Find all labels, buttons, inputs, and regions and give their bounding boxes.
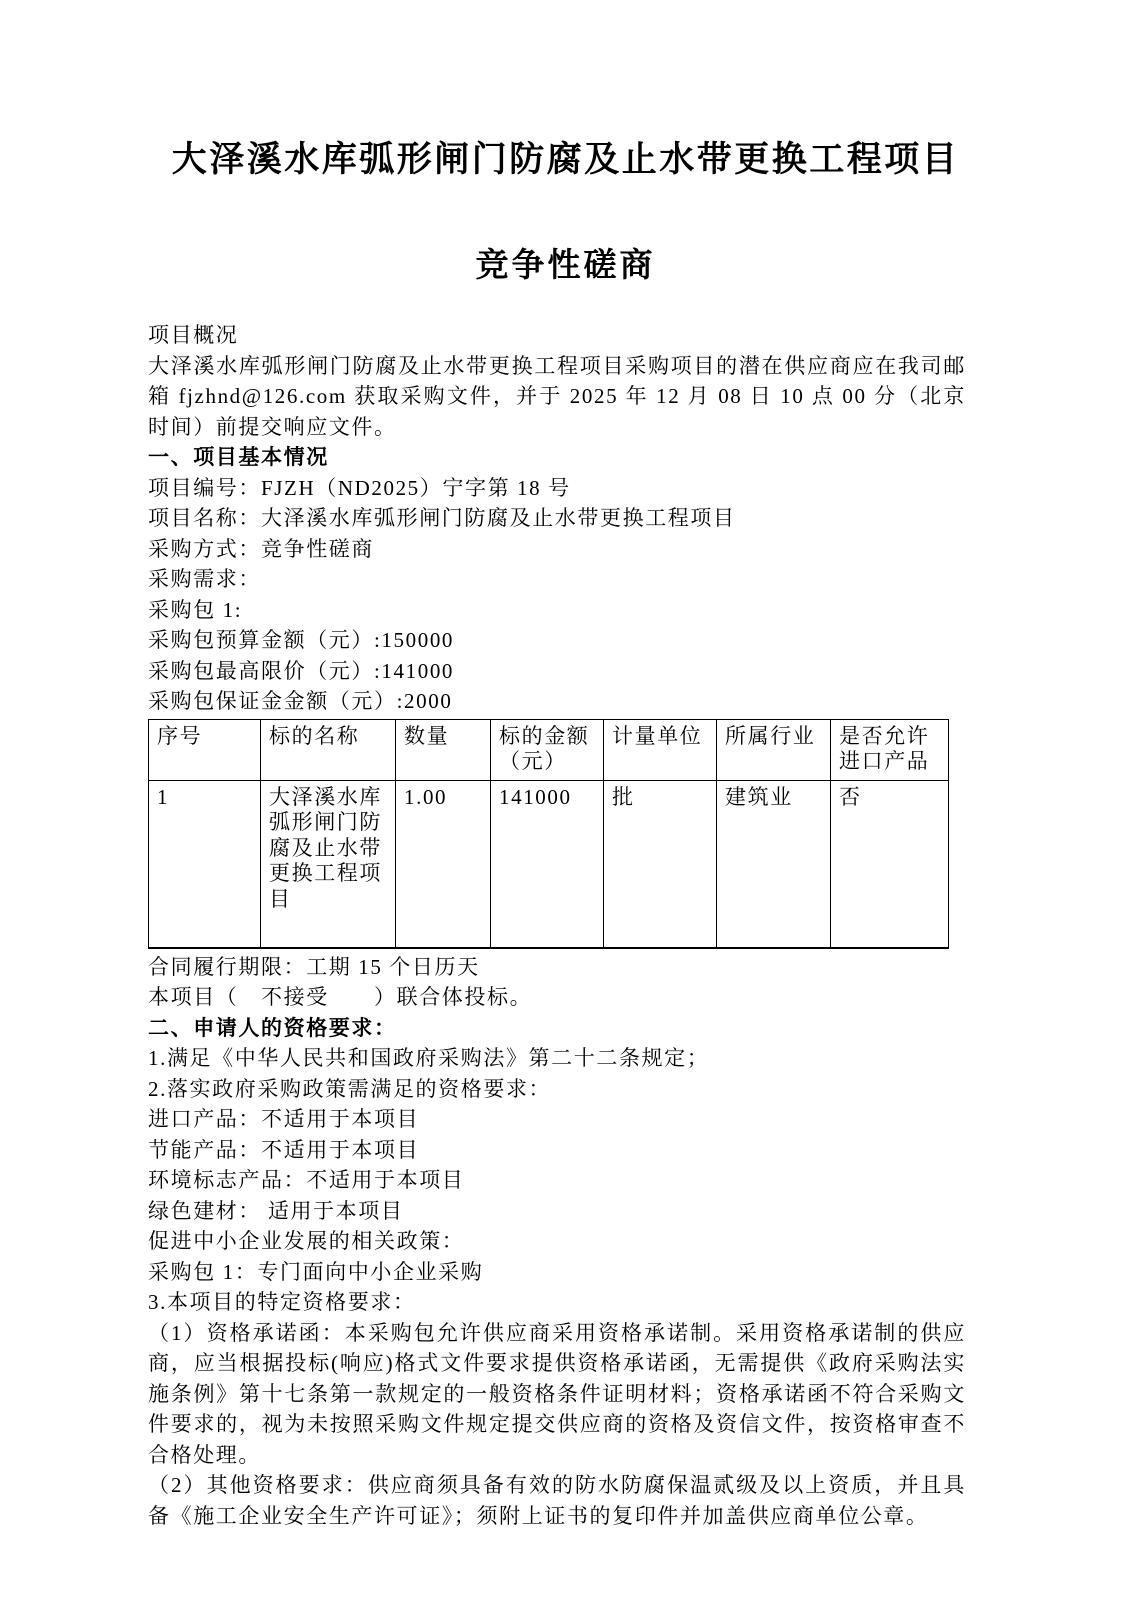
cell-import-allowed: 否 xyxy=(831,780,949,948)
cell-industry: 建筑业 xyxy=(717,780,831,948)
table-row xyxy=(149,780,949,948)
consortium-bid-line: 本项目（ 不接受 ）联合体投标。 xyxy=(148,985,533,1009)
section1-heading: 一、项目基本情况 xyxy=(148,445,329,469)
cell-amount: 141000 xyxy=(491,780,604,948)
cell-quantity: 1.00 xyxy=(396,780,491,948)
package-line: 采购包 1: xyxy=(148,597,243,622)
specific-requirement-heading: 3.本项目的特定资格要求： xyxy=(148,1290,416,1314)
document-title: 大泽溪水库弧形闸门防腐及止水带更换工程项目 xyxy=(171,140,960,179)
project-number-line: 项目编号：FJZH（ND2025）宁字第 18 号 xyxy=(148,475,571,500)
header-amount: 标的金额（元） xyxy=(491,719,604,780)
document-subtitle: 竞争性磋商 xyxy=(475,248,656,284)
table-header-row xyxy=(149,719,949,780)
energy-saving-line: 节能产品：不适用于本项目 xyxy=(148,1137,420,1162)
contract-period-line: 合同履行期限：工期 15 个日历天 xyxy=(148,954,480,979)
section2-heading: 二、申请人的资格要求： xyxy=(148,1015,397,1040)
requirement-law-line: 1.满足《中华人民共和国政府采购法》第二十二条规定； xyxy=(148,1046,710,1070)
header-unit: 计量单位 xyxy=(604,719,717,780)
qualification-clause-2: （2）其他资格要求：供应商须具备有效的防水防腐保温贰级及以上资质，并且具备《施工企业安全生产许可证》；须附上证书的复印件并加盖供应商单位公章。 xyxy=(148,1473,966,1528)
budget-amount-line: 采购包预算金额（元）:150000 xyxy=(148,628,455,652)
cell-subject-name: 大泽溪水库弧形闸门防腐及止水带更换工程项目 xyxy=(261,780,396,948)
document-body xyxy=(148,320,966,1531)
overview-heading: 项目概况 xyxy=(148,323,239,347)
header-subject-name: 标的名称 xyxy=(261,719,396,780)
cell-seq: 1 xyxy=(149,780,261,948)
procurement-items-table xyxy=(148,719,949,949)
header-seq: 序号 xyxy=(149,719,261,780)
header-quantity: 数量 xyxy=(396,719,491,780)
sme-policy-line: 促进中小企业发展的相关政策： xyxy=(148,1229,465,1253)
header-industry: 所属行业 xyxy=(717,719,831,780)
procurement-method-line: 采购方式：竞争性磋商 xyxy=(148,536,374,561)
green-material-line: 绿色建材： 适用于本项目 xyxy=(148,1198,404,1223)
procurement-demand-line: 采购需求： xyxy=(148,567,261,591)
max-price-line: 采购包最高限价（元）:141000 xyxy=(148,658,455,683)
project-name-line: 项目名称：大泽溪水库弧形闸门防腐及止水带更换工程项目 xyxy=(148,506,736,530)
qualification-clause-1: （1）资格承诺函：本采购包允许供应商采用资格承诺制。采用资格承诺制的供应商，应当根据投标(响应)格式文件要求提供资格承诺函，无需提供《政府采购法实施条例》第十七条第一款规定的一般资格条件证明材料；资格承诺函不符合采购文件要求的，视为未按照采购文件规定提交供应商的资格及资信文件，按资格审查不合格处理。 xyxy=(148,1320,966,1467)
deposit-amount-line: 采购包保证金金额（元）:2000 xyxy=(148,689,453,713)
import-product-line: 进口产品：不适用于本项目 xyxy=(148,1107,420,1131)
overview-paragraph: 大泽溪水库弧形闸门防腐及止水带更换工程项目采购项目的潜在供应商应在我司邮箱 fjzhnd@126.com 获取采购文件，并于 2025 年 12 月 08 日 10 点 00 分（北京时间）前提交响应文件。 xyxy=(148,353,966,439)
cell-unit: 批 xyxy=(604,780,717,948)
package-sme-line: 采购包 1：专门面向中小企业采购 xyxy=(148,1259,484,1284)
header-import-allowed: 是否允许进口产品 xyxy=(831,719,949,780)
requirement-policy-line: 2.落实政府采购政策需满足的资格要求： xyxy=(148,1076,552,1101)
env-label-line: 环境标志产品：不适用于本项目 xyxy=(148,1168,465,1192)
